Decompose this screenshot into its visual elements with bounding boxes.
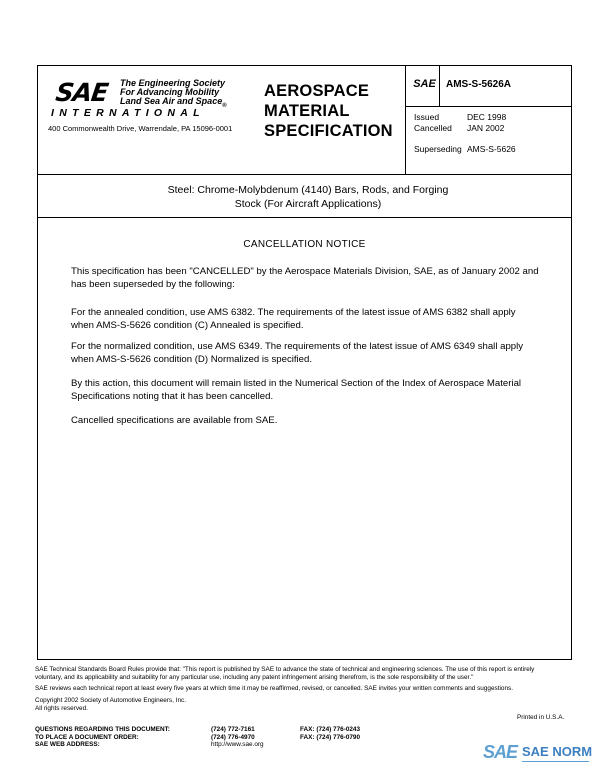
notice-paragraph-2: For the annealed condition, use AMS 6382. The requirements of the latest issue of AMS 6382 shall apply when AMS-S-5626 condition (C) Annealed is specified.: [71, 307, 516, 331]
document-type-title: [264, 81, 393, 141]
document-status-panel: [405, 66, 572, 174]
questions-label: QUESTIONS REGARDING THIS DOCUMENT:: [35, 726, 170, 733]
printed-in: Printed in U.S.A.: [517, 714, 565, 721]
notice-title: CANCELLATION NOTICE: [243, 239, 366, 250]
watermark-sae-logo: SAE: [483, 742, 518, 762]
sae-norm-watermark: [482, 742, 592, 770]
title-line-3: SPECIFICATION: [264, 122, 393, 140]
subject-line-1: Steel: Chrome-Molybdenum (4140) Bars, Rods, and Forging: [167, 184, 449, 196]
document-number: AMS-S-5626A: [446, 79, 512, 90]
subject-line-2: Stock (For Aircraft Applications): [234, 198, 382, 210]
mini-sae-logo: SAE: [413, 78, 436, 90]
copyright-line: Copyright 2002 Society of Automotive Engineers, Inc.: [35, 697, 186, 704]
society-line-2: For Advancing Mobility: [120, 87, 220, 97]
document-frame: [37, 65, 572, 660]
rules-line-1: SAE Technical Standards Board Rules provide that: "This report is published by SAE to advance the state of technical and engineering sciences. The use of this report is entirely: [35, 666, 535, 673]
issued-value: DEC 1998: [467, 112, 507, 122]
registered-mark: ®: [222, 102, 227, 109]
society-line-1: The Engineering Society: [120, 78, 226, 88]
cancelled-value: JAN 2002: [467, 123, 505, 133]
order-fax: FAX: (724) 776-0790: [300, 733, 361, 741]
notice-paragraph-5: Cancelled specifications are available from SAE.: [71, 415, 278, 426]
questions-fax: FAX: (724) 776-0243: [300, 726, 361, 733]
title-line-1: AEROSPACE: [264, 82, 370, 100]
review-line: SAE reviews each technical report at least every five years at which time it may be reaffirmed, revised, or cancelled. SAE invites your written comments and suggestions.: [35, 685, 513, 692]
web-label: SAE WEB ADDRESS:: [35, 741, 100, 748]
society-line-3: Land Sea Air and Space$_®$: [120, 96, 227, 109]
cancelled-label: Cancelled: [414, 123, 452, 133]
international-wordmark: INTERNATIONAL: [51, 107, 205, 119]
notice-paragraph-1: This specification has been "CANCELLED" by the Aerospace Materials Division, SAE, as of January 2002 and has been superseded by the following:: [71, 266, 539, 290]
document-subject: [108, 183, 508, 211]
id-divider: [439, 66, 440, 106]
order-phone: (724) 776-4970: [211, 733, 255, 741]
subject-row: [38, 174, 571, 218]
issued-label: Issued: [414, 112, 440, 122]
document-id-row: [406, 66, 572, 107]
title-line-2: MATERIAL: [264, 102, 350, 120]
watermark-text: SAE NORM: [522, 744, 593, 759]
web-address-link[interactable]: http://www.sae.org: [211, 741, 264, 748]
header: [38, 66, 571, 175]
notice-paragraph-4: By this action, this document will remain listed in the Numerical Section of the Index of Aerospace Material Specifications noting that it has been cancelled.: [71, 378, 522, 402]
order-label: TO PLACE A DOCUMENT ORDER:: [35, 733, 139, 741]
contact-labels: [35, 726, 170, 749]
questions-phone: (724) 772-7161: [211, 726, 255, 733]
sae-address: 400 Commonwealth Drive, Warrendale, PA 15096-0001: [48, 124, 233, 133]
rules-line-2: voluntary, and its applicability and suitability for any particular use, including any patent infringement arising therefrom, is the sole responsibility of the user.": [35, 674, 474, 681]
contact-values: [211, 726, 264, 749]
notice-paragraph-3: For the normalized condition, use AMS 6349. The requirements of the latest issue of AMS 6349 shall apply when AMS-S-5626 condition (D) Normalized is specified.: [71, 341, 524, 365]
watermark-underline: [522, 761, 589, 762]
rights-line: All rights reserved.: [35, 705, 88, 712]
contact-fax: [300, 726, 360, 741]
sae-logo: SAE: [53, 78, 110, 107]
superseding-label: Superseding: [414, 144, 462, 154]
superseding-value: AMS-S-5626: [467, 144, 516, 154]
